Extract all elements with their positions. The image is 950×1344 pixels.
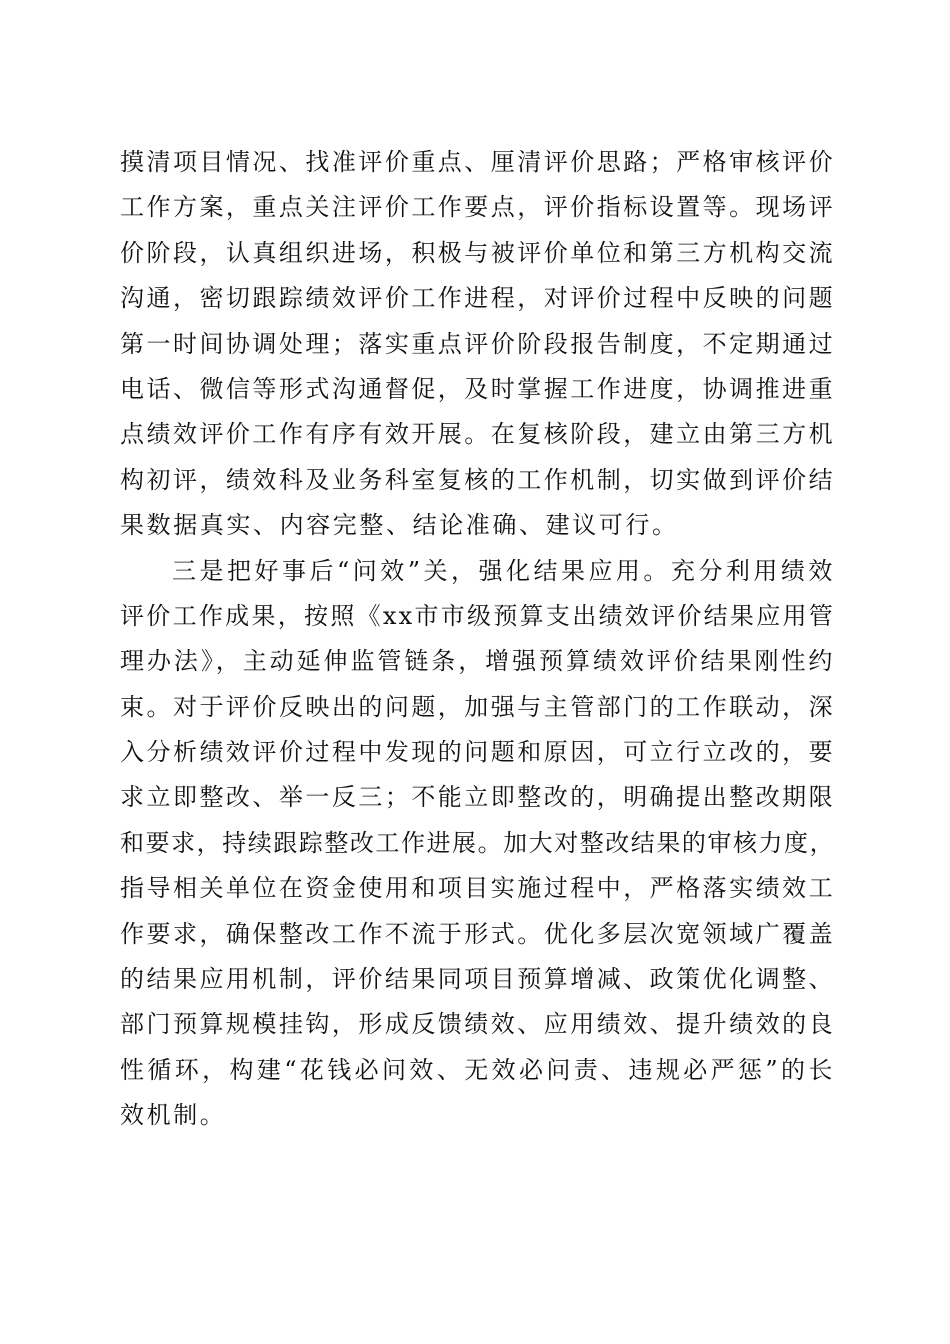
text-line: 评价工作成果，按照《xx市市级预算支出绩效评价结果应用管: [120, 601, 835, 630]
text-line: 摸清项目情况、找准评价重点、厘清评价思路；严格审核评价: [120, 148, 835, 176]
text-line: 求立即整改、举一反三；不能立即整改的，明确提出整改期限: [120, 783, 835, 812]
text-line: 的结果应用机制，评价结果同项目预算增减、政策优化调整、: [120, 965, 835, 994]
text-line: 点绩效评价工作有序有效开展。在复核阶段，建立由第三方机: [120, 420, 835, 449]
text-line: 三是把好事后“问效”关，强化结果应用。充分利用绩效: [172, 556, 835, 585]
text-line: 果数据真实、内容完整、结论准确、建议可行。: [120, 511, 679, 540]
text-line: 部门预算规模挂钩，形成反馈绩效、应用绩效、提升绩效的良: [120, 1010, 835, 1039]
text-line: 价阶段，认真组织进场，积极与被评价单位和第三方机构交流: [120, 238, 835, 267]
paragraph-2: [120, 549, 835, 1139]
text-line: 指导相关单位在资金使用和项目实施过程中，严格落实绩效工: [120, 874, 835, 903]
text-line: 入分析绩效评价过程中发现的问题和原因，可立行立改的，要: [120, 738, 835, 767]
document-body: [120, 140, 835, 1139]
paragraph-1: [120, 140, 835, 549]
text-line: 构初评，绩效科及业务科室复核的工作机制，切实做到评价结: [120, 465, 835, 494]
text-line: 作要求，确保整改工作不流于形式。优化多层次宽领域广覆盖: [120, 919, 835, 948]
text-line: 电话、微信等形式沟通督促，及时掌握工作进度，协调推进重: [120, 374, 835, 403]
text-line: 第一时间协调处理；落实重点评价阶段报告制度，不定期通过: [120, 329, 835, 358]
text-line: 性循环，构建“花钱必问效、无效必问责、违规必严惩”的长: [120, 1055, 835, 1084]
text-line: 理办法》，主动延伸监管链条，增强预算绩效评价结果刚性约: [120, 647, 835, 676]
text-line: 效机制。: [120, 1101, 227, 1130]
text-line: 工作方案，重点关注评价工作要点，评价指标设置等。现场评: [120, 193, 835, 222]
text-line: 和要求，持续跟踪整改工作进展。加大对整改结果的审核力度，: [120, 828, 835, 857]
text-line: 束。对于评价反映出的问题，加强与主管部门的工作联动，深: [120, 692, 835, 721]
text-line: 沟通，密切跟踪绩效评价工作进程，对评价过程中反映的问题: [120, 284, 835, 313]
